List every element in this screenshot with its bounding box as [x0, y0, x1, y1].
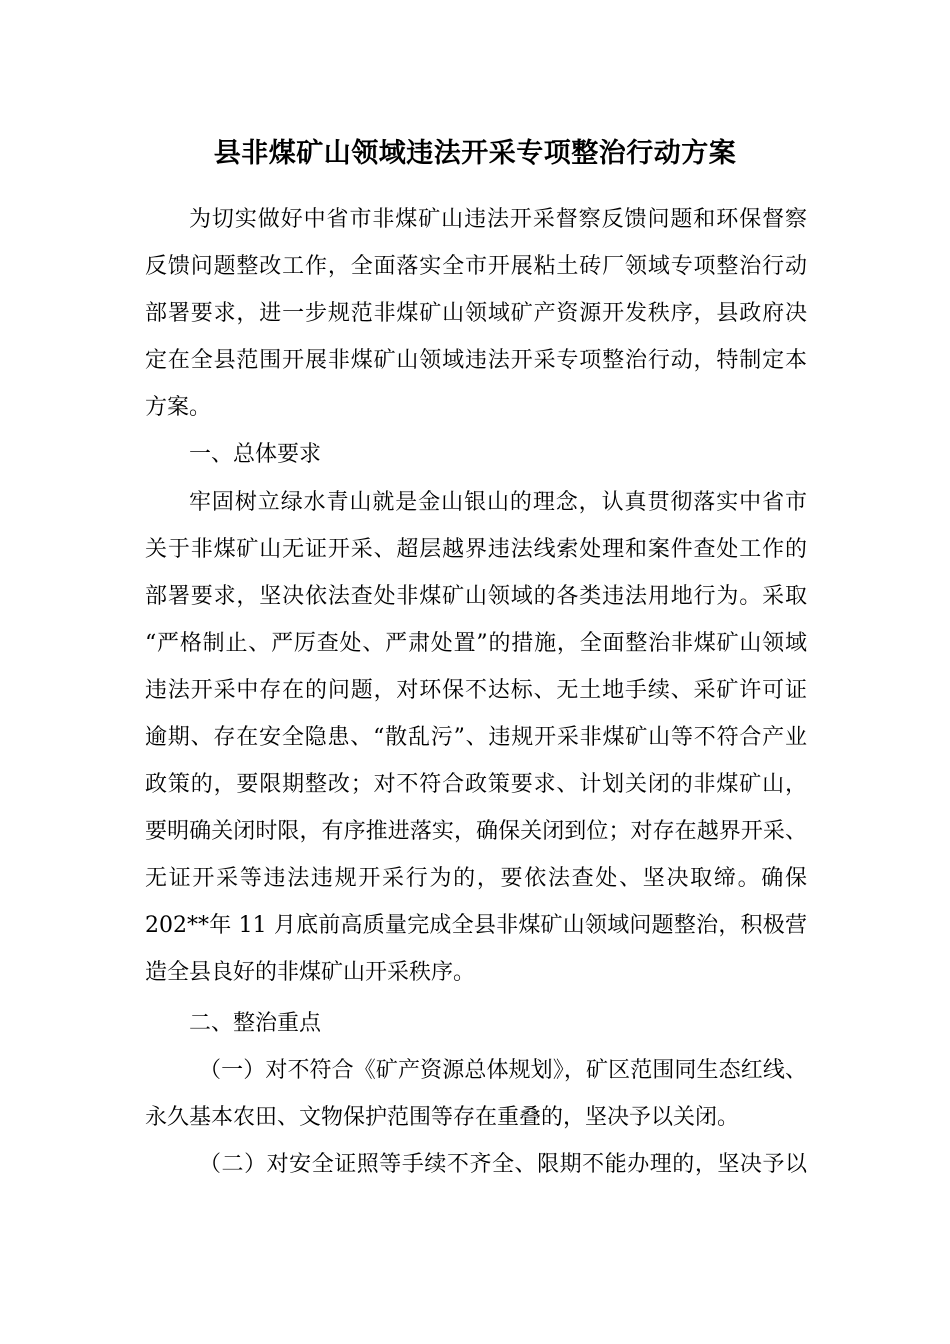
text-line: 永久基本农田、文物保护范围等存在重叠的，坚决予以关闭。 — [145, 1105, 740, 1130]
text-line: 要明确关闭时限，有序推进落实，确保关闭到位；对存在越界开采、 — [145, 819, 807, 844]
text-line: “严格制止、严厉查处、严肃处置”的措施，全面整治非煤矿山领域 — [145, 631, 807, 656]
text-line: 逾期、存在安全隐患、“散乱污”、违规开采非煤矿山等不符合产业 — [145, 725, 807, 750]
section-heading-focus — [145, 1000, 807, 1047]
list-item-1 — [145, 1047, 807, 1141]
text-line: 政策的，要限期整改；对不符合政策要求、计划关闭的非煤矿山， — [145, 772, 807, 797]
document-title: 县非煤矿山领域违法开采专项整治行动方案 — [213, 138, 737, 169]
text-line: 定在全县范围开展非煤矿山领域违法开采专项整治行动，特制定本 — [145, 348, 807, 373]
section-heading: 二、整治重点 — [189, 1011, 322, 1036]
text-line: 部署要求，坚决依法查处非煤矿山领域的各类违法用地行为。采取 — [145, 584, 807, 609]
paragraph-intro — [145, 196, 807, 431]
text-line: 反馈问题整改工作，全面落实全市开展粘土砖厂领域专项整治行动 — [145, 254, 807, 279]
text-line: 方案。 — [145, 395, 212, 420]
text-line: 202**年 11 月底前高质量完成全县非煤矿山领域问题整治，积极营 — [145, 913, 807, 938]
section-heading-general — [145, 431, 807, 478]
text-line: 为切实做好中省市非煤矿山违法开采督察反馈问题和环保督察 — [189, 207, 807, 232]
text-line: 违法开采中存在的问题，对环保不达标、无土地手续、采矿许可证 — [145, 678, 807, 703]
section-heading: 一、总体要求 — [189, 442, 322, 467]
paragraph-general-requirements — [145, 479, 807, 996]
text-line: 部署要求，进一步规范非煤矿山领域矿产资源开发秩序，县政府决 — [145, 301, 807, 326]
text-line: 造全县良好的非煤矿山开采秩序。 — [145, 960, 476, 985]
text-line: 关于非煤矿山无证开采、超层越界违法线索处理和案件查处工作的 — [145, 537, 807, 562]
text-line: （二）对安全证照等手续不齐全、限期不能办理的，坚决予以 — [199, 1152, 807, 1177]
text-line: （一）对不符合《矿产资源总体规划》，矿区范围同生态红线、 — [199, 1058, 807, 1083]
text-line: 无证开采等违法违规开采行为的，要依法查处、坚决取缔。确保 — [145, 866, 807, 891]
list-item-2 — [145, 1141, 807, 1188]
text-line: 牢固树立绿水青山就是金山银山的理念，认真贯彻落实中省市 — [189, 490, 807, 515]
